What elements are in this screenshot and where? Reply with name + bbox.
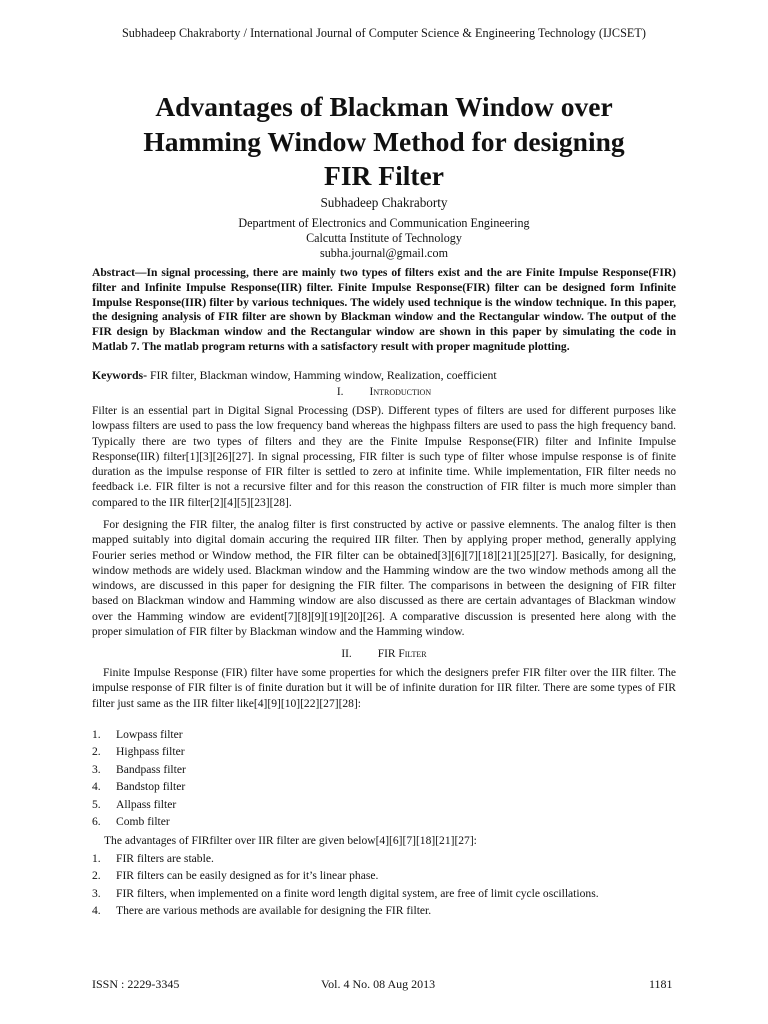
section-number: II. — [341, 648, 352, 660]
footer-volume: Vol. 4 No. 08 Aug 2013 — [321, 977, 436, 991]
section-heading-fir-filter — [0, 648, 768, 660]
author-name: Subhadeep Chakraborty — [320, 195, 448, 210]
section-title-rest: ilter — [404, 648, 427, 660]
fir-types-list — [92, 728, 676, 832]
footer-page-number: 1181 — [649, 977, 673, 991]
author-email: subha.journal@gmail.com — [319, 246, 449, 260]
list-item: 3. Bandpass filter — [92, 762, 186, 776]
title-line-1: Advantages of Blackman Window over — [155, 91, 613, 122]
section-heading-introduction — [0, 386, 768, 398]
list-item: 2. FIR filters can be easily designed as for it’s linear phase. — [92, 869, 379, 883]
title-line-2: Hamming Window Method for designing — [143, 125, 625, 157]
list-item: 2. Highpass filter — [92, 745, 185, 759]
list-item: 4. Bandstop filter — [92, 780, 186, 794]
affiliation-dept: Department of Electronics and Communication Engineering — [238, 216, 530, 230]
affiliation-institute: Calcutta Institute of Technology — [306, 231, 462, 245]
section-title-rest: ntroduction — [373, 386, 432, 398]
section-number: I. — [336, 386, 344, 398]
keywords — [92, 368, 676, 383]
section-title-initial: FIR F — [377, 648, 405, 660]
keywords-text: FIR filter, Blackman window, Hamming window, Realization, coefficient — [147, 368, 497, 382]
paper-title — [0, 90, 768, 194]
list-item: 3. FIR filters, when implemented on a finite word length digital system, are free of limit cycle oscillations. — [92, 886, 599, 900]
list-item: 6. Comb filter — [92, 814, 170, 828]
title-line-3: FIR Filter — [324, 160, 444, 191]
list-item: 5. Allpass filter — [92, 797, 177, 811]
section-title-initial: I — [369, 386, 374, 398]
fir-paragraph-1: Finite Impulse Response (FIR) filter have some properties for which the designers prefer FIR filter over the IIR filter. The impulse response of FIR filter is of finite duration but it will be of infinite duration for IIR filter. There are some types of FIR filter just same as the IIR filter like[4][9][10][22][27][28]: — [92, 667, 676, 710]
intro-paragraph-2: For designing the FIR filter, the analog filter is first constructed by active or passive elemnents. The analog filter is then mapped suitably into digital domain accuring the required IIR filter. Then by applying proper method, generally applying Fourier series method or Window method, the FIR filter can be obtained[3][6][7][18][21][25][27]. Basically, for designing, window methods are widely used. Blackman window and the Hamming window are the two window methods among all the windows, are discussed in this paper for designing the FIR filter. The comparisons in between the designing of FIR filter based on Blackman window and Hamming window are also discussed as there are certain advantages of Blackman window over the Hamming window are evident[7][8][9][19][20][26]. A comparative discussion is presented here along with the proper simulation of FIR filter by Blackman window and the Hamming window. — [92, 519, 676, 638]
advantages-list — [92, 852, 676, 922]
running-head: Subhadeep Chakraborty / International Journal of Computer Science & Engineering Technology (IJCSET) — [121, 26, 647, 40]
list-item: 1. Lowpass filter — [92, 728, 183, 741]
list-item: 4. There are various methods are available for designing the FIR filter. — [92, 904, 432, 918]
footer-issn: ISSN : 2229-3345 — [92, 977, 180, 991]
abstract: Abstract—In signal processing, there are mainly two types of filters exist and the are Finite Impulse Response(FIR) filter and Infinite Impulse Response(IIR) filter. Finite Impulse Response(FIR) filter can be designed form Infinite Impulse Response(IIR) filter by various techniques. The widely used technique is the window technique. In this paper, the designing analysis of FIR filter are shown by Blackman window and the Rectangular window. The output of the FIR design by Blackman window and the Rectangular window are shown in this paper by simulating the code in Matlab 7. The matlab program returns with a satisfactory result with proper magnitude plotting. — [92, 267, 676, 353]
list-item: 1. FIR filters are stable. — [92, 852, 214, 865]
intro-paragraph-1: Filter is an essential part in Digital Signal Processing (DSP). Different types of filters are used for different purposes like lowpass filters are used to pass the low frequency band whereas the highpass filters are used to pass the high frequency band. Typically there are two types of filters and they are the Finite Impulse Response(FIR) filter and Infinite Impulse Response(IIR) filter[1][3][26][27]. In signal processing, FIR filter is such type of filter whose impulse response is of finite duration as the impulse response of FIR filter is settled to zero at infinite time. While implementation, FIR filter needs no feedback i.e. FIR filter is not a recursive filter and for this reason the construction of FIR filter is much more simpler than compared to the IIR filter[2][4][5][23][28]. — [92, 405, 676, 509]
advantages-intro: The advantages of FIRfilter over IIR filter are given below[4][6][7][18][21][27]: — [104, 835, 477, 847]
keywords-label: Keywords- — [92, 368, 148, 382]
